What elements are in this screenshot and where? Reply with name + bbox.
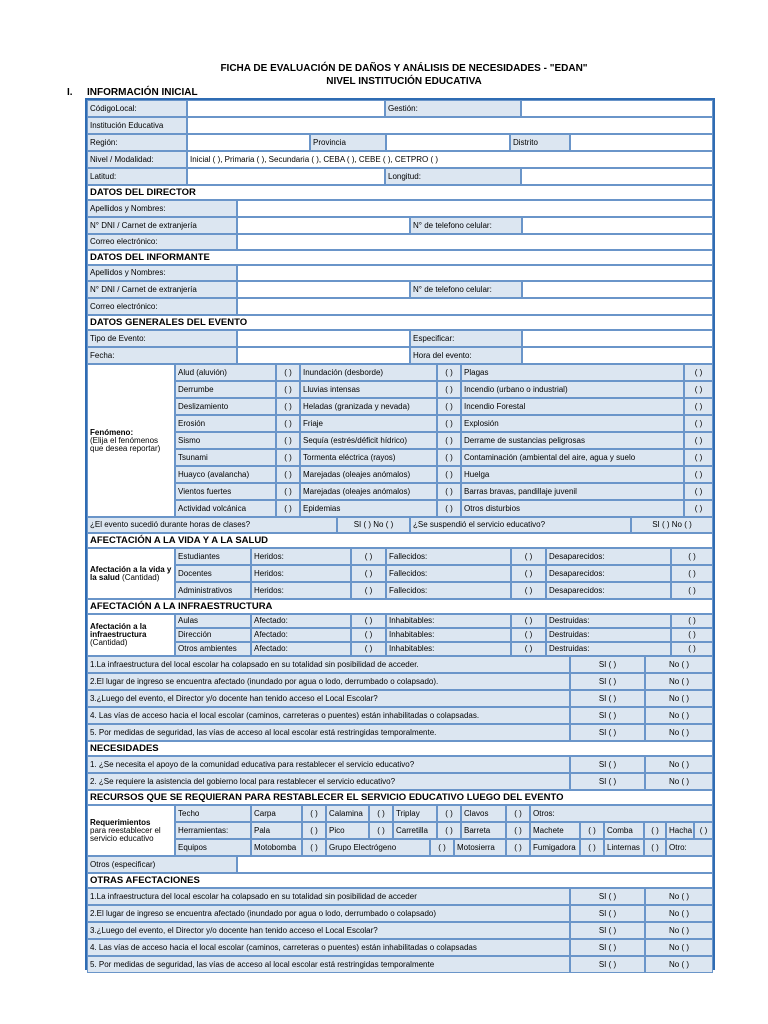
recurso-checkbox[interactable]: ( ) (302, 805, 326, 822)
heridos-count[interactable]: ( ) (351, 582, 386, 599)
fenomeno-option: Alud (aluvión) (175, 364, 276, 381)
fenomeno-option: Vientos fuertes (175, 483, 276, 500)
necesidades-no-option[interactable]: No ( ) (645, 773, 713, 790)
necesidades-question: 2. ¿Se requiere la asistencia del gobierno local para restablecer el servicio educativo? (87, 773, 570, 790)
desaparecidos-count[interactable]: ( ) (671, 565, 713, 582)
fenomeno-option: Lluvias intensas (300, 381, 437, 398)
recurso-checkbox[interactable]: ( ) (580, 839, 604, 856)
fenomeno-checkbox[interactable]: ( ) (684, 398, 713, 415)
otras-question: 5. Por medidas de seguridad, las vías de acceso al local escolar está restringidas temporalmente (87, 956, 570, 973)
recurso-item: Comba (604, 822, 644, 839)
informante-section-title: DATOS DEL INFORMANTE (87, 250, 713, 265)
inhabitables-label: Inhabitables: (386, 628, 511, 642)
infra-si-option[interactable]: SI ( ) (570, 707, 645, 724)
otras-question: 3.¿Luego del evento, el Director y/o docente han tenido acceso el Local Escolar? (87, 922, 570, 939)
otras-no-option[interactable]: No ( ) (645, 956, 713, 973)
desaparecidos-count[interactable]: ( ) (671, 548, 713, 565)
fenomeno-checkbox[interactable]: ( ) (276, 432, 300, 449)
gestion-input[interactable] (521, 100, 713, 117)
infra-group-hint: (Cantidad) (90, 638, 128, 647)
fenomeno-option: Inundación (desborde) (300, 364, 437, 381)
infra-no-option[interactable]: No ( ) (645, 724, 713, 741)
fenomeno-checkbox[interactable]: ( ) (276, 364, 300, 381)
fallecidos-label: Fallecidos: (386, 582, 511, 599)
nivel-modalidad-options[interactable]: Inicial ( ), Primaria ( ), Secundaria ( ), CEBA ( ), CEBE ( ), CETPRO ( ) (187, 151, 713, 168)
fenomeno-option: Tormenta eléctrica (rayos) (300, 449, 437, 466)
fenomeno-option: Erosión (175, 415, 276, 432)
vida-row-label: Estudiantes (175, 548, 251, 565)
especificar-label: Especificar: (410, 330, 522, 347)
recursos-group-title: Requerimientos (90, 817, 151, 827)
recurso-item: Pala (251, 822, 302, 839)
fenomeno-option: Sequía (estrés/déficit hídrico) (300, 432, 437, 449)
necesidades-no-option[interactable]: No ( ) (645, 756, 713, 773)
fenomeno-checkbox[interactable]: ( ) (276, 449, 300, 466)
fenomeno-checkbox[interactable]: ( ) (437, 500, 461, 517)
informante-correo-input[interactable] (237, 298, 713, 315)
fenomeno-checkbox[interactable]: ( ) (684, 381, 713, 398)
infra-section-title: AFECTACIÓN A LA INFRAESTRUCTURA (87, 599, 713, 614)
informante-dni-label: N° DNI / Carnet de extranjería (87, 281, 237, 298)
codigo-local-label: CódigoLocal: (87, 100, 187, 117)
otras-no-option[interactable]: No ( ) (645, 888, 713, 905)
heridos-label: Heridos: (251, 548, 351, 565)
vida-group-label (87, 548, 175, 599)
fenomeno-checkbox[interactable]: ( ) (684, 432, 713, 449)
otras-no-option[interactable]: No ( ) (645, 922, 713, 939)
vida-row-label: Docentes (175, 565, 251, 582)
fenomeno-checkbox[interactable]: ( ) (276, 398, 300, 415)
director-telefono-label: N° de telefono celular: (410, 217, 522, 234)
fenomeno-option: Explosión (461, 415, 684, 432)
fenomeno-option: Plagas (461, 364, 684, 381)
otras-si-option[interactable]: SI ( ) (570, 939, 645, 956)
form-subtitle: NIVEL INSTITUCIÓN EDUCATIVA (326, 76, 482, 87)
afectado-count[interactable]: ( ) (351, 614, 386, 628)
fenomeno-checkbox[interactable]: ( ) (437, 466, 461, 483)
recurso-checkbox[interactable]: ( ) (506, 805, 530, 822)
fenomeno-checkbox[interactable]: ( ) (684, 466, 713, 483)
infra-no-option[interactable]: No ( ) (645, 690, 713, 707)
recurso-checkbox[interactable]: ( ) (369, 805, 393, 822)
fenomeno-option: Contaminación (ambiental del aire, agua y suelo (461, 449, 684, 466)
edan-form (85, 98, 715, 970)
fenomeno-option: Incendio Forestal (461, 398, 684, 415)
recurso-item: Barreta (461, 822, 506, 839)
infra-group-title: Afectación a la infraestructura (90, 622, 147, 639)
fenomeno-checkbox[interactable]: ( ) (684, 415, 713, 432)
recurso-otros: Otros: (530, 805, 713, 822)
section-heading-informacion-inicial (67, 87, 198, 98)
recurso-item: Calamina (326, 805, 369, 822)
informante-correo-label: Correo electrónico: (87, 298, 237, 315)
infra-no-option[interactable]: No ( ) (645, 707, 713, 724)
longitud-input[interactable] (521, 168, 713, 185)
afectado-label: Afectado: (251, 628, 351, 642)
necesidades-section-title: NECESIDADES (87, 741, 713, 756)
fenomeno-checkbox[interactable]: ( ) (437, 483, 461, 500)
desaparecidos-label: Desaparecidos: (546, 565, 671, 582)
fenomeno-option: Actividad volcánica (175, 500, 276, 517)
director-apellidos-label: Apellidos y Nombres: (87, 200, 237, 217)
distrito-input[interactable] (570, 134, 713, 151)
recurso-item: Triplay (393, 805, 437, 822)
fenomeno-option: Barras bravas, pandillaje juvenil (461, 483, 684, 500)
infra-question: 2.El lugar de ingreso se encuentra afectado (inundado por agua o lodo, derrumbado o colapsado). (87, 673, 570, 690)
fenomeno-checkbox[interactable]: ( ) (276, 500, 300, 517)
fenomeno-checkbox[interactable]: ( ) (684, 500, 713, 517)
recurso-item: Pico (326, 822, 369, 839)
region-input[interactable] (187, 134, 310, 151)
recurso-item: Carretilla (393, 822, 437, 839)
infra-group-label (87, 614, 175, 656)
infra-si-option[interactable]: SI ( ) (570, 724, 645, 741)
infra-no-option[interactable]: No ( ) (645, 656, 713, 673)
recurso-item: Clavos (461, 805, 506, 822)
fenomeno-checkbox[interactable]: ( ) (437, 432, 461, 449)
infra-row-label: Aulas (175, 614, 251, 628)
informante-dni-input[interactable] (237, 281, 410, 298)
vida-row-label: Administrativos (175, 582, 251, 599)
infra-si-option[interactable]: SI ( ) (570, 673, 645, 690)
recurso-item: Linternas (604, 839, 644, 856)
vida-section-title: AFECTACIÓN A LA VIDA Y A LA SALUD (87, 533, 713, 548)
director-apellidos-input[interactable] (237, 200, 713, 217)
infra-row-label: Otros ambientes (175, 642, 251, 656)
vida-group-hint: (Cantidad) (122, 572, 160, 582)
fenomeno-checkbox[interactable]: ( ) (437, 449, 461, 466)
afectado-count[interactable]: ( ) (351, 642, 386, 656)
fallecidos-count[interactable]: ( ) (511, 582, 546, 599)
fenomeno-option: Sismo (175, 432, 276, 449)
latitud-input[interactable] (187, 168, 385, 185)
especificar-input[interactable] (522, 330, 713, 347)
fenomeno-option: Heladas (granizada y nevada) (300, 398, 437, 415)
infra-question: 4. Las vías de acceso hacia el local escolar (caminos, carreteras o puentes) están inhabilitadas o colapsadas. (87, 707, 570, 724)
recurso-otro: Otro: (666, 839, 713, 856)
heridos-count[interactable]: ( ) (351, 565, 386, 582)
recurso-checkbox[interactable]: ( ) (506, 822, 530, 839)
longitud-label: Longitud: (385, 168, 521, 185)
infra-si-option[interactable]: SI ( ) (570, 690, 645, 707)
heridos-count[interactable]: ( ) (351, 548, 386, 565)
otras-no-option[interactable]: No ( ) (645, 905, 713, 922)
otras-no-option[interactable]: No ( ) (645, 939, 713, 956)
destruidas-count[interactable]: ( ) (671, 628, 713, 642)
fenomeno-checkbox[interactable]: ( ) (437, 364, 461, 381)
institucion-label: Institución Educativa (87, 117, 187, 134)
desaparecidos-label: Desaparecidos: (546, 548, 671, 565)
recurso-category: Equipos (175, 839, 251, 856)
infra-question: 1.La infraestructura del local escolar ha colapsado en su totalidad sin posibilidad de acceder. (87, 656, 570, 673)
recurso-checkbox[interactable]: ( ) (369, 822, 393, 839)
desaparecidos-label: Desaparecidos: (546, 582, 671, 599)
infra-si-option[interactable]: SI ( ) (570, 656, 645, 673)
desaparecidos-count[interactable]: ( ) (671, 582, 713, 599)
otras-question: 1.La infraestructura del local escolar ha colapsado en su totalidad sin posibilidad de acceder (87, 888, 570, 905)
fallecidos-label: Fallecidos: (386, 565, 511, 582)
infra-row-label: Dirección (175, 628, 251, 642)
director-correo-input[interactable] (237, 234, 713, 250)
destruidas-label: Destruidas: (546, 628, 671, 642)
fenomeno-checkbox[interactable]: ( ) (276, 415, 300, 432)
otras-question: 4. Las vías de acceso hacia el local escolar (caminos, carreteras o puentes) están inhabilitadas o colapsadas (87, 939, 570, 956)
fallecidos-label: Fallecidos: (386, 548, 511, 565)
clases-si-no[interactable]: SI ( ) No ( ) (337, 517, 410, 533)
section-number: I. (67, 87, 73, 98)
fenomeno-checkbox[interactable]: ( ) (684, 483, 713, 500)
fenomeno-checkbox[interactable]: ( ) (276, 381, 300, 398)
otras-section-title: OTRAS AFECTACIONES (87, 873, 713, 888)
nivel-modalidad-label: Nivel / Modalidad: (87, 151, 187, 168)
fenomeno-option: Friaje (300, 415, 437, 432)
fenomeno-checkbox[interactable]: ( ) (276, 466, 300, 483)
recurso-category: Herramientas: (175, 822, 251, 839)
form-title: FICHA DE EVALUACIÓN DE DAÑOS Y ANÁLISIS DE NECESIDADES - "EDAN" (220, 63, 588, 74)
informante-apellidos-input[interactable] (237, 265, 713, 281)
fallecidos-count[interactable]: ( ) (511, 548, 546, 565)
fecha-input[interactable] (237, 347, 410, 364)
fenomeno-option: Epidemias (300, 500, 437, 517)
hora-evento-label: Hora del evento: (410, 347, 522, 364)
destruidas-count[interactable]: ( ) (671, 614, 713, 628)
suspendio-si-no[interactable]: SI ( ) No ( ) (631, 517, 713, 533)
recurso-checkbox[interactable]: ( ) (644, 839, 666, 856)
recurso-item: Motosierra (454, 839, 506, 856)
recurso-item: Grupo Electrógeno (326, 839, 430, 856)
fenomeno-checkbox[interactable]: ( ) (437, 415, 461, 432)
fenomeno-checkbox[interactable]: ( ) (437, 381, 461, 398)
infra-question: 3.¿Luego del evento, el Director y/o docente han tenido acceso el Local Escolar? (87, 690, 570, 707)
evento-section-title: DATOS GENERALES DEL EVENTO (87, 315, 713, 330)
otras-si-option[interactable]: SI ( ) (570, 888, 645, 905)
heridos-label: Heridos: (251, 565, 351, 582)
fallecidos-count[interactable]: ( ) (511, 565, 546, 582)
recursos-otros-input[interactable] (237, 856, 713, 873)
tipo-evento-input[interactable] (237, 330, 410, 347)
tipo-evento-label: Tipo de Evento: (87, 330, 237, 347)
recurso-item: Motobomba (251, 839, 302, 856)
recurso-checkbox[interactable]: ( ) (437, 822, 461, 839)
recurso-item: Hacha (666, 822, 694, 839)
inhabitables-count[interactable]: ( ) (511, 628, 546, 642)
fenomeno-option: Tsunami (175, 449, 276, 466)
recursos-group-hint: para reestablecer el servicio educativo (90, 825, 161, 843)
recurso-checkbox[interactable]: ( ) (580, 822, 604, 839)
fenomeno-checkbox[interactable]: ( ) (684, 449, 713, 466)
recursos-otros-label: Otros (especificar) (87, 856, 237, 873)
recurso-checkbox[interactable]: ( ) (430, 839, 454, 856)
section-title: INFORMACIÓN INICIAL (87, 87, 198, 98)
recurso-checkbox[interactable]: ( ) (506, 839, 530, 856)
otras-si-option[interactable]: SI ( ) (570, 905, 645, 922)
destruidas-label: Destruidas: (546, 642, 671, 656)
latitud-label: Latitud: (87, 168, 187, 185)
inhabitables-label: Inhabitables: (386, 614, 511, 628)
director-telefono-input[interactable] (522, 217, 713, 234)
inhabitables-count[interactable]: ( ) (511, 614, 546, 628)
fenomeno-option: Marejadas (oleajes anómalos) (300, 466, 437, 483)
fenomeno-checkbox[interactable]: ( ) (276, 483, 300, 500)
fenomeno-option: Deslizamiento (175, 398, 276, 415)
director-dni-input[interactable] (237, 217, 410, 234)
recurso-checkbox[interactable]: ( ) (644, 822, 666, 839)
fenomeno-option: Derrumbe (175, 381, 276, 398)
otras-si-option[interactable]: SI ( ) (570, 956, 645, 973)
infra-no-option[interactable]: No ( ) (645, 673, 713, 690)
fenomeno-option: Derrame de sustancias peligrosas (461, 432, 684, 449)
necesidades-si-option[interactable]: SI ( ) (570, 773, 645, 790)
recurso-checkbox[interactable]: ( ) (302, 822, 326, 839)
recurso-checkbox[interactable]: ( ) (694, 822, 713, 839)
recurso-item: Fumigadora (530, 839, 580, 856)
otras-si-option[interactable]: SI ( ) (570, 922, 645, 939)
recursos-group-label (87, 805, 175, 856)
recurso-item: Machete (530, 822, 580, 839)
afectado-label: Afectado: (251, 642, 351, 656)
afectado-count[interactable]: ( ) (351, 628, 386, 642)
distrito-label: Distrito (510, 134, 570, 151)
suspendio-question: ¿Se suspendió el servicio educativo? (410, 517, 631, 533)
informante-telefono-label: N° de telefono celular: (410, 281, 522, 298)
fenomeno-option: Otros disturbios (461, 500, 684, 517)
fenomeno-option: Huayco (avalancha) (175, 466, 276, 483)
fenomeno-hint: (Elija el fenómenos que desea reportar) (90, 435, 161, 453)
director-dni-label: N° DNI / Carnet de extranjería (87, 217, 237, 234)
necesidades-question: 1. ¿Se necesita el apoyo de la comunidad educativa para restablecer el servicio educativo? (87, 756, 570, 773)
hora-evento-input[interactable] (522, 347, 713, 364)
informante-apellidos-label: Apellidos y Nombres: (87, 265, 237, 281)
region-label: Región: (87, 134, 187, 151)
fenomeno-option: Incendio (urbano o industrial) (461, 381, 684, 398)
fenomeno-checkbox[interactable]: ( ) (684, 364, 713, 381)
recursos-section-title: RECURSOS QUE SE REQUIERAN PARA RESTABLECER EL SERVICIO EDUCATIVO LUEGO DEL EVENTO (87, 790, 713, 805)
clases-question: ¿El evento sucedió durante horas de clases? (87, 517, 337, 533)
afectado-label: Afectado: (251, 614, 351, 628)
recurso-item: Carpa (251, 805, 302, 822)
necesidades-si-option[interactable]: SI ( ) (570, 756, 645, 773)
provincia-label: Provincia (310, 134, 386, 151)
director-correo-label: Correo electrónico: (87, 234, 237, 250)
director-section-title: DATOS DEL DIRECTOR (87, 185, 713, 200)
informante-telefono-input[interactable] (522, 281, 713, 298)
provincia-input[interactable] (386, 134, 510, 151)
fenomeno-checkbox[interactable]: ( ) (437, 398, 461, 415)
recurso-checkbox[interactable]: ( ) (437, 805, 461, 822)
codigo-local-input[interactable] (187, 100, 385, 117)
fenomeno-title: Fenómeno: (90, 427, 134, 437)
fenomeno-group-label (87, 364, 175, 517)
fenomeno-option: Marejadas (oleajes anómalos) (300, 483, 437, 500)
inhabitables-label: Inhabitables: (386, 642, 511, 656)
fecha-label: Fecha: (87, 347, 237, 364)
heridos-label: Heridos: (251, 582, 351, 599)
recurso-checkbox[interactable]: ( ) (302, 839, 326, 856)
otras-question: 2.El lugar de ingreso se encuentra afectado (inundado por agua o lodo, derrumbado o colapsado) (87, 905, 570, 922)
inhabitables-count[interactable]: ( ) (511, 642, 546, 656)
infra-question: 5. Por medidas de seguridad, las vías de acceso al local escolar está restringidas temporalmente. (87, 724, 570, 741)
vida-group-title: Afectación a la vida y la salud (90, 564, 172, 582)
destruidas-count[interactable]: ( ) (671, 642, 713, 656)
gestion-label: Gestión: (385, 100, 521, 117)
fenomeno-option: Huelga (461, 466, 684, 483)
institucion-input[interactable] (187, 117, 713, 134)
recurso-category: Techo (175, 805, 251, 822)
destruidas-label: Destruidas: (546, 614, 671, 628)
